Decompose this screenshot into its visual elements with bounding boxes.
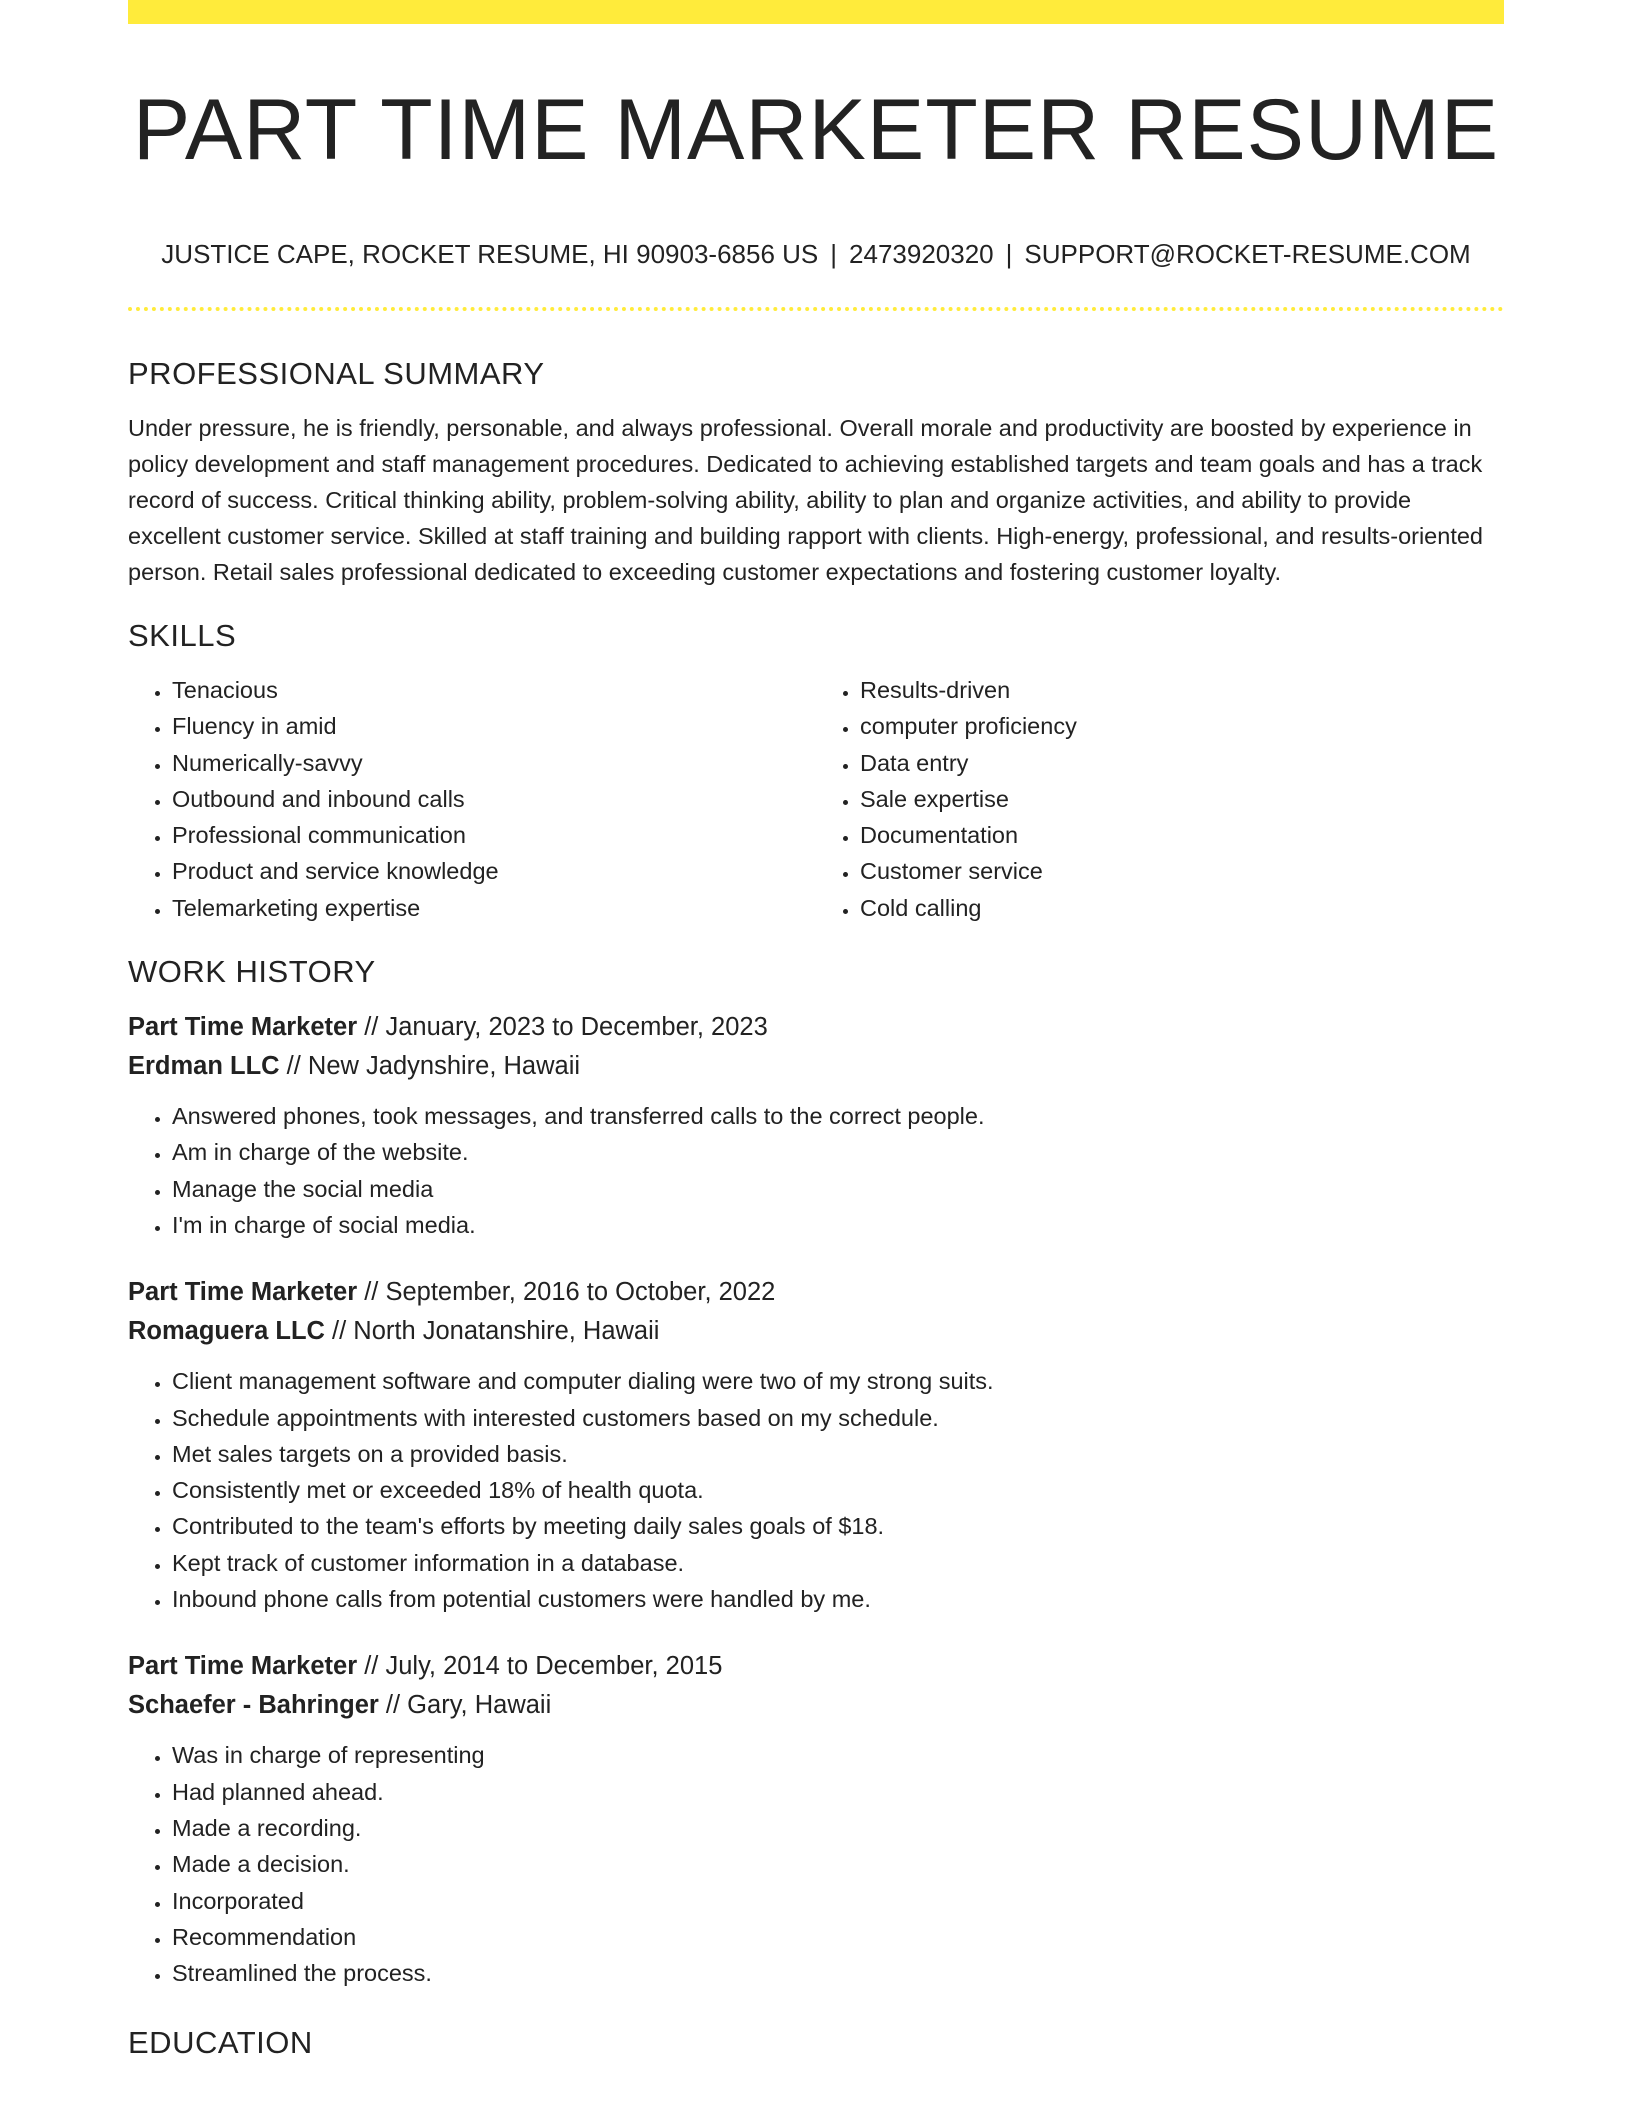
job-company-line: [128, 1686, 1504, 1725]
job-dates: // January, 2023 to December, 2023: [357, 1013, 768, 1042]
education-heading: EDUCATION: [128, 2025, 313, 2061]
job-bullet: • Contributed to the team's efforts by meeting daily sales goals of $18.: [172, 1508, 1504, 1544]
job-company: Schaefer - Bahringer: [128, 1691, 379, 1720]
job-dates: // July, 2014 to December, 2015: [357, 1652, 723, 1681]
job-bullet: • Inbound phone calls from potential customers were handled by me.: [172, 1581, 1504, 1617]
job-title: Part Time Marketer: [128, 1652, 358, 1681]
resume-body: [128, 352, 1504, 2079]
skill-item: • Outbound and inbound calls: [172, 781, 816, 817]
job-title-line: [128, 1008, 1504, 1047]
skill-item: • Professional communication: [172, 817, 816, 853]
job-bullet: • Am in charge of the website.: [172, 1134, 1504, 1170]
skill-item: • Fluency in amid: [172, 708, 816, 744]
job-location: // North Jonatanshire, Hawaii: [324, 1317, 660, 1346]
contact-line: [128, 236, 1504, 272]
job-title: Part Time Marketer: [128, 1013, 358, 1042]
contact-email: SUPPORT@ROCKET-RESUME.COM: [1024, 239, 1471, 269]
job-entry: [128, 1647, 1504, 1991]
skill-item: • Documentation: [860, 817, 1504, 853]
summary-text: Under pressure, he is friendly, personable, and always professional. Overall morale and productivity are boosted by experience in policy development and staff management procedures. Dedicated to achieving established targets and team goals and has a track record of success. Critical thinking ability, problem-solving ability, ability to plan and organize activities, and ability to provide excellent customer service. Skilled at staff training and building rapport with clients. High-energy, professional, and results-oriented person. Retail sales professional dedicated to exceeding customer expectations and fostering customer loyalty.: [128, 415, 1483, 585]
job-company-line: [128, 1312, 1504, 1351]
job-location: // Gary, Hawaii: [378, 1691, 552, 1720]
job-bullet: • Incorporated: [172, 1883, 1504, 1919]
job-company: Erdman LLC: [128, 1052, 280, 1081]
job-company-line: [128, 1047, 1504, 1086]
job-bullet: • Had planned ahead.: [172, 1774, 1504, 1810]
contact-separator: |: [830, 239, 838, 269]
accent-top-bar: [128, 0, 1504, 24]
job-bullet: • Made a decision.: [172, 1846, 1504, 1882]
job-bullet: • Client management software and computer dialing were two of my strong suits.: [172, 1363, 1504, 1399]
summary-heading: PROFESSIONAL SUMMARY: [128, 356, 545, 391]
skill-item: • Numerically-savvy: [172, 745, 816, 781]
header-divider: [128, 307, 1504, 311]
skill-item: • Product and service knowledge: [172, 853, 816, 889]
skill-item: • Telemarketing expertise: [172, 890, 816, 926]
skills-column-right: [816, 672, 1504, 926]
job-bullets: [128, 1098, 1504, 1243]
skill-item: • Sale expertise: [860, 781, 1504, 817]
job-title-line: [128, 1647, 1504, 1686]
skill-item: • computer proficiency: [860, 708, 1504, 744]
job-bullet: • Recommendation: [172, 1919, 1504, 1955]
skill-item: • Cold calling: [860, 890, 1504, 926]
job-entry: [128, 1008, 1504, 1243]
job-bullet: • I'm in charge of social media.: [172, 1207, 1504, 1243]
job-bullets: [128, 1363, 1504, 1617]
skills-heading: SKILLS: [128, 618, 237, 653]
job-bullet: • Consistently met or exceeded 18% of health quota.: [172, 1472, 1504, 1508]
job-entry: [128, 1273, 1504, 1617]
job-title-line: [128, 1273, 1504, 1312]
skill-item: • Tenacious: [172, 672, 816, 708]
job-dates: // September, 2016 to October, 2022: [357, 1278, 776, 1307]
job-bullet: • Was in charge of representing: [172, 1737, 1504, 1773]
contact-phone: 2473920320: [849, 239, 994, 269]
resume-title: PART TIME MARKETER RESUME: [132, 82, 1500, 178]
work-history-heading: WORK HISTORY: [128, 954, 376, 990]
skills-list: [128, 672, 1504, 926]
contact-separator: |: [1005, 239, 1013, 269]
skill-item: • Data entry: [860, 745, 1504, 781]
skills-column-left: [128, 672, 816, 926]
job-title: Part Time Marketer: [128, 1278, 358, 1307]
contact-address: JUSTICE CAPE, ROCKET RESUME, HI 90903-6856 US: [161, 239, 819, 269]
job-bullet: • Met sales targets on a provided basis.: [172, 1436, 1504, 1472]
job-bullet: • Made a recording.: [172, 1810, 1504, 1846]
skill-item: • Results-driven: [860, 672, 1504, 708]
skill-item: • Customer service: [860, 853, 1504, 889]
job-bullet: • Answered phones, took messages, and transferred calls to the correct people.: [172, 1098, 1504, 1134]
job-company: Romaguera LLC: [128, 1317, 325, 1346]
job-bullet: • Manage the social media: [172, 1171, 1504, 1207]
job-location: // New Jadynshire, Hawaii: [279, 1052, 581, 1081]
job-bullets: [128, 1737, 1504, 1991]
job-bullet: • Schedule appointments with interested customers based on my schedule.: [172, 1400, 1504, 1436]
job-bullet: • Streamlined the process.: [172, 1955, 1504, 1991]
job-bullet: • Kept track of customer information in a database.: [172, 1545, 1504, 1581]
